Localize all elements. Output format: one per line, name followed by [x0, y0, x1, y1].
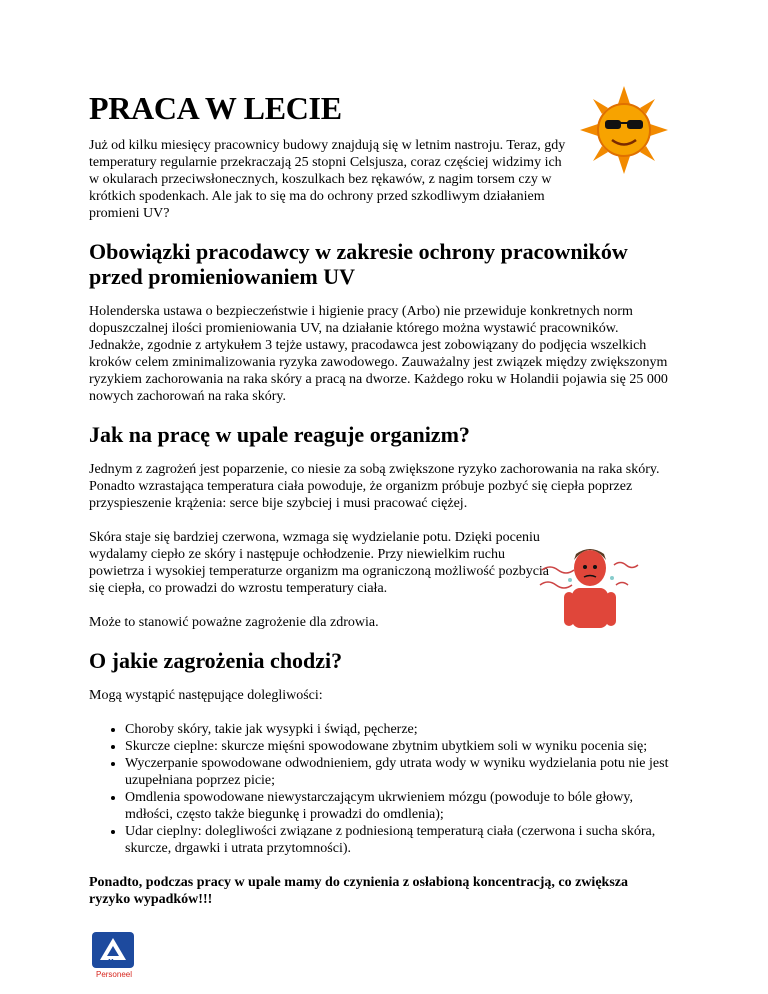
list-item: • Skurcze cieplne: skurcze mięśni spowodowane zbytnim ubytkiem soli w wyniku pocenia się; — [125, 738, 669, 755]
section1-paragraph: Holenderska ustawa o bezpieczeństwie i higienie pracy (Arbo) nie przewiduje konkretnych norm dopuszczalnej ilości promieniowania UV, na działanie którego można wystawić pracowników. Jednakże, zgodnie z artykułem 3 tejże ustawy, pracodawca jest zobowiązany do podjęcia wszelkich kroków celem zminimalizowania ryzyka zawodowego. Zauważalny jest związek między zwiększonym ryzykiem zachorowania na raka skóry a pracą na dworze. Każdego roku w Holandii pojawia się 25 000 nowych zachorowań na raka skóry. — [89, 304, 668, 404]
document-page — [89, 80, 669, 925]
intro-paragraph: Już od kilku miesięcy pracownicy budowy znajdują się w letnim nastroju. Teraz, gdy temperatury regularnie przekraczają 25 stopni Celsjusza, coraz częściej widzimy ich w okularach przeciwsłonecznych, koszulkach bez rękawów, z nagim torsem czy w krótkich spodenkach. Ale jak to się ma do ochrony przed szkodliwym działaniem promieni UV? — [89, 138, 566, 221]
section2-paragraph-2: Skóra staje się bardziej czerwona, wzmaga się wydzielanie potu. Dzięki poceniu wydalamy ciepło ze skóry i następuje ochłodzenie. Przy niewielkim ruchu powietrza i wysokiej temperaturze organizm ma ograniczoną możliwość pozbycia się ciepła, co prowadzi do wzrostu temperatury ciała. — [89, 530, 550, 596]
section2-paragraph-3: Może to stanowić poważne zagrożenie dla zdrowia. — [89, 615, 379, 630]
closing-warning: Ponadto, podczas pracy w upale mamy do czynienia z osłabioną koncentracją, co zwiększa ryzyko wypadków!!! — [89, 875, 628, 907]
section2-paragraph-1: Jednym z zagrożeń jest poparzenie, co niesie za sobą zwiększone ryzyko zachorowania na raka skóry. Ponadto wzrastająca temperatura ciała powoduje, że organizm próbuje pozbyć się ciepła poprzez przyspieszenie krążenia: serce bije szybciej i musi pracować ciężej. — [89, 462, 660, 511]
list-item: • Omdlenia spowodowane niewystarczającym ukrwieniem mózgu (powoduje to bóle głowy, mdłości, często także biegunkę i prowadzi do omdlenia); — [125, 789, 669, 823]
sun-with-sunglasses-icon — [580, 86, 668, 174]
section3-lead: Mogą wystąpić następujące dolegliwości: — [89, 688, 323, 703]
overheated-worker-icon — [534, 540, 640, 644]
section2-heading: Jak na pracę w upale reaguje organizm? — [89, 422, 470, 447]
hazard-list — [89, 721, 669, 857]
page-title: PRACA W LECIE — [89, 90, 342, 126]
section-hazards — [89, 648, 669, 908]
list-item: • Choroby skóry, takie jak wysypki i świąd, pęcherze; — [125, 721, 669, 738]
logo-subtitle: Personeel — [95, 970, 133, 979]
section-employer-duties — [89, 239, 669, 405]
logo-name: Aelbers — [93, 958, 135, 970]
section1-heading: Obowiązki pracodawcy w zakresie ochrony pracowników przed promieniowaniem UV — [89, 239, 628, 289]
list-item: • Wyczerpanie spowodowane odwodnieniem, gdy utrata wody w wyniku wydzielania potu nie jest uzupełniana poprzez picie; — [125, 755, 669, 789]
list-item: • Udar cieplny: dolegliwości związane z podniesioną temperaturą ciała (czerwona i sucha skóra, skurcze, drgawki i utrata przytomności). — [125, 823, 669, 857]
section3-heading: O jakie zagrożenia chodzi? — [89, 648, 343, 673]
